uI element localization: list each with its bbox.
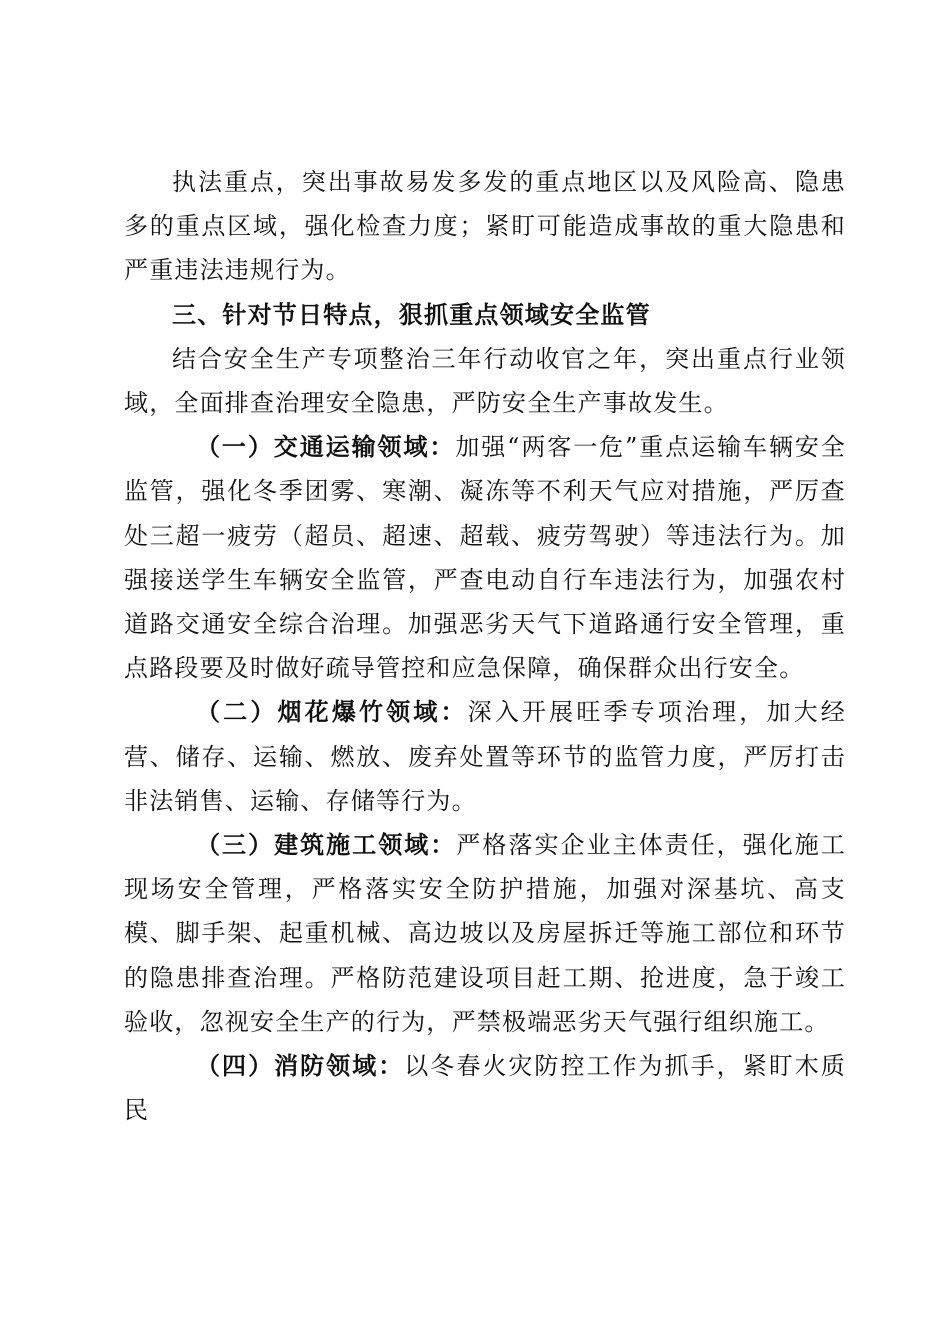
paragraph-fireworks (124, 690, 846, 823)
section-heading-3: 三、针对节日特点，狠抓重点领域安全监管 (172, 299, 651, 329)
subheading-transport: （一）交通运输领域： (196, 432, 456, 462)
paragraph-transport (124, 425, 846, 690)
text-construction: 严格落实企业主体责任，强化施工现场安全管理，严格落实安全防护措施，加强对深基坑、高支模、脚手架、起重机械、高边坡以及房屋拆迁等施工部位和环节的隐患排查治理。严格防范建设项目赶工期、抢进度，急于竣工验收，忽视安全生产的行为，严禁极端恶劣天气强行组织施工。 (124, 831, 847, 1036)
paragraph-fire-safety (124, 1044, 846, 1132)
subheading-construction: （三）建筑施工领域： (196, 830, 457, 860)
text-transport: 加强“两客一危”重点运输车辆安全监管，强化冬季团雾、寒潮、凝冻等不利天气应对措施，严厉查处三超一疲劳（超员、超速、超载、疲劳驾驶）等违法行为。加强接送学生车辆安全监管，严查电动自行车违法行为，加强农村道路交通安全综合治理。加强恶劣天气下道路通行安全管理，重点路段要及时做好疏导管控和应急保障，确保群众出行安全。 (124, 433, 847, 683)
subheading-fire-safety: （四）消防领域： (196, 1051, 405, 1081)
paragraph-enforcement-focus: 执法重点，突出事故易发多发的重点地区以及风险高、隐患多的重点区域，强化检查力度；紧盯可能造成事故的重大隐患和严重违法违规行为。 (124, 168, 846, 285)
text-fireworks: 深入开展旺季专项治理，加大经营、储存、运输、燃放、废弃处置等环节的监管力度，严厉打击非法销售、运输、存储等行为。 (124, 698, 846, 815)
document-body (124, 160, 846, 1132)
paragraph-section-3-intro: 结合安全生产专项整治三年行动收官之年，突出重点行业领域，全面排查治理安全隐患，严防安全生产事故发生。 (124, 344, 846, 418)
text-fire-safety: 以冬春火灾防控工作为抓手，紧盯木质民 (124, 1052, 846, 1125)
paragraph-construction (124, 823, 846, 1044)
subheading-fireworks: （二）烟花爆竹领域： (196, 697, 468, 727)
